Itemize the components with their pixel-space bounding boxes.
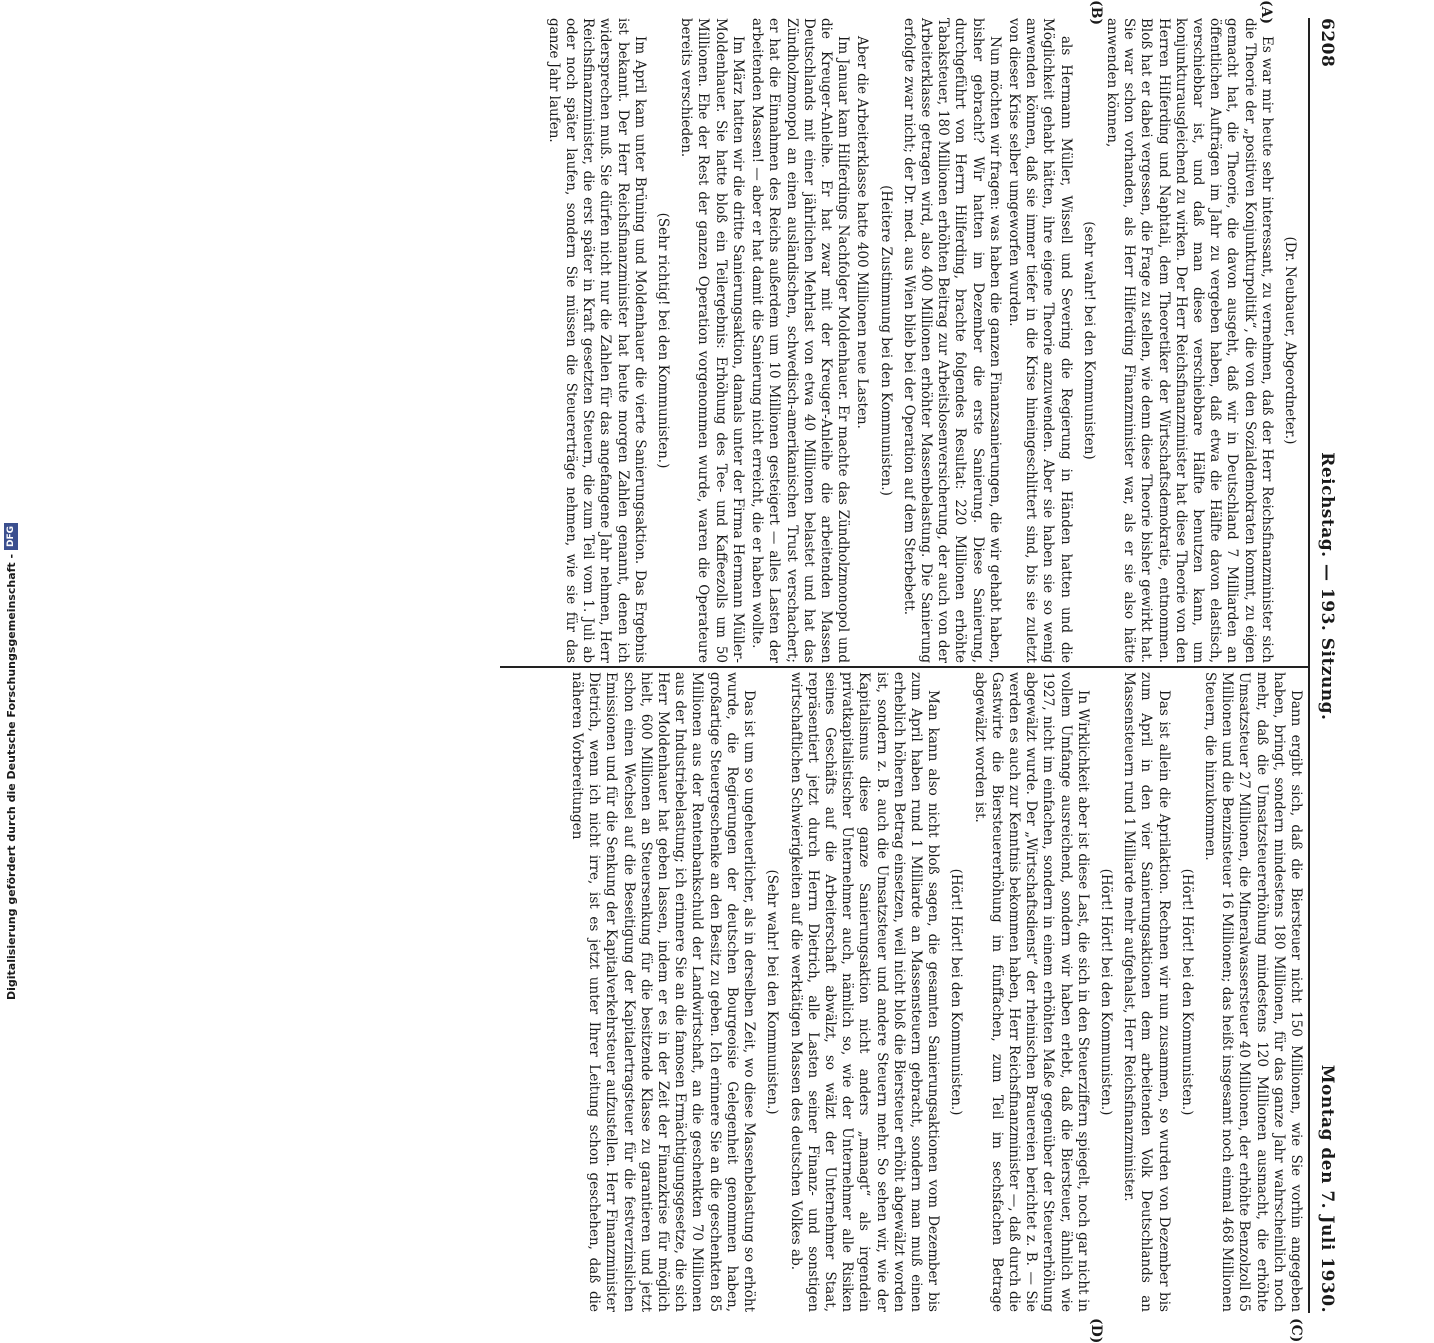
session-title: Reichstag. — 193. Sitzung.	[1317, 452, 1337, 721]
paragraph: Das ist um so ungeheuerlicher, als in derselben Zeit, wo diese Massenbelastung so erhöht wurde, die Regierungen der deutschen Bourgeoisie Gelegenheit genommen haben, großartige Steuergeschenke an den Besitz zu geben. Ich erinnere Sie an die geschenkten 85 Millionen aus der Rentenbankschuld der Landwirtschaft, an die geschenkten 70 Millionen aus der Industriebelastung; ich erinnere Sie an die famosen Ermächtigungsgesetze, die sich Herr Moldenhauer hat geben lassen, indem er es in der Zeit der Finanzkrise für möglich hielt, 600 Millionen an Steuersenkung für die besitzende Klasse zu garantieren und jetzt schon einen Wechsel auf die Beseitigung der Kapitalertragsteuer für die festverzinslichen Emissionen und für die Senkung der Kapitalverkehrsteuer aufzustellen. Herr Finanzminister Dietrich, wenn ich nicht irre, ist es jetzt unter Ihrer Leitung schon geschehen, daß die näheren Vorbereitungen	[569, 672, 758, 1312]
margin-marker-a: (A)	[1258, 0, 1274, 25]
interjection: (Hört! Hört! bei den Kommunisten.)	[1178, 868, 1195, 1116]
footer-text: Digitalisierung gefördert durch die Deutsche Forschungsgemeinschaft -	[4, 553, 18, 1000]
paragraph: Dann ergibt sich, daß die Biersteuer nicht 150 Millionen, wie Sie vorhin angegeben haben, bringt, sondern mindestens 180 Millionen, für das ganze Jahr wahrscheinlich noch mehr, daß die Umsatzsteuererhöhung mindestens 120 Millionen ausmacht, die erhöhte Umsatzsteuer 27 Millionen, die Mineralwassersteuer 40 Millionen, der erhöhte Benzolzoll 65 Millionen und die Benzinsteuer 16 Millionen; das heißt insgesamt noch einmal 468 Millionen Steuern, die hinzukommen.	[1201, 672, 1304, 1312]
right-column	[504, 672, 1304, 1312]
page-header	[1312, 18, 1342, 1313]
paragraph: Im Januar kam Hilferdings Nachfolger Moldenhauer. Er machte das Zündholzmonopol und die Kreuger-Anleihe. Er hat zwar mit der Kreuger-Anleihe die arbeitenden Massen Deutschlands mit einer jährlichen Mehrlast von etwa 40 Millionen belastet und hat das Zündholzmonopol an einen ausländischen, schwedisch-amerikanischen Trust verschachert; er hat die Einnahmen des Reichs außerdem um 10 Millionen gesteigert — alles Lasten der arbeitenden Massen! — aber er hat damit die Sanierung nicht erreicht, die er haben wollte.	[749, 18, 852, 663]
interjection: (Heitere Zustimmung bei den Kommunisten.)	[877, 185, 894, 496]
page-number: 6208	[1317, 18, 1337, 68]
paragraph: Im März hatten wir die dritte Sanierungsaktion, damals unter der Firma Hermann Müller-Moldenhauer. Sie hatte bloß ein Teilergebnis: Erhöhung des Tee- und Kaffeezolls um 50 Millionen. Ehe der Rest der ganzen Operation vorgenommen wurde, waren die Operateure bereits verschieden.	[678, 18, 746, 663]
paragraph: In Wirklichkeit aber ist diese Last, die sich in den Steuerziffern spiegelt, noch gar nicht in vollem Umfange ausreichend, sondern wir haben erlebt, daß die Biersteuer, ähnlich wie 1927, nicht im einfachen, sondern in einem erhöhten Maße gegenüber der Steuererhöhung abgewälzt wurde. Der „Wirtschaftsdienst“ der rheinischen Brauereien berichtet z. B. — Sie werden es auch zur Kenntnis bekommen haben, Herr Reichsfinanzminister —, daß durch die Gastwirte die Biersteuererhöhung im fünffachen, zum Teil im sechsfachen Betrage abgewälzt worden ist.	[971, 672, 1091, 1312]
paragraph: Es war mir heute sehr interessant, zu vernehmen, daß der Herr Reichsfinanzminister sich die Theorie der „positiven Konjunkturpolitik“, die von den Sozialdemokraten kommt, zu eigen gemacht hat, die Theorie, die davon ausgeht, daß wir in Deutschland 7 Milliarden an öffentlichen Aufträgen im Jahr zu vergeben haben, daß etwa die Hälfte davon elastisch, verschiebbar ist, und daß man diese verschiebbare Hälfte benutzen kann, um konjunkturausgleichend zu wirken. Der Herr Reichsfinanzminister hat diese Theorie von den Herren Hilferding und Naphtali, dem Theoretiker der Wirtschaftsdemokratie, entnommen. Bloß hat er dabei vergessen, die Frage zu stellen, wie denn diese Theorie bisher gewirkt hat. Sie war schon vorhanden, als Herr Hilferding Finanzminister war, als er sie also hätte anwenden können,	[1103, 18, 1275, 663]
interjection: (sehr wahr! bei den Kommunisten)	[1080, 221, 1097, 460]
paragraph: (Dr. Neubauer, Abgeordneter.)	[1282, 236, 1298, 445]
left-column	[504, 18, 1304, 663]
dfg-logo: DFG	[4, 523, 18, 550]
column-divider	[500, 666, 1310, 668]
session-date: Montag den 7. Juli 1930.	[1317, 1064, 1337, 1313]
paragraph: Nun möchten wir fragen: was haben die ganzen Finanzsanierungen, die wir gehabt haben, bisher gebracht? Wir hatten im Dezember die erste Sanierung. Diese Sanierung, durchgeführt von Herrn Hilferding, brachte folgendes Resultat: 220 Millionen erhöhte Tabaksteuer, 180 Millionen erhöhten Beitrag zur Arbeitslosenversicherung, der auch von der Arbeiterklasse getragen wird, also 400 Millionen erhöhter Massenbelastung. Die Sanierung erfolgte zwar nicht; der Dr. med. aus Wien blieb bei der Operation auf dem Sterbebett.	[900, 18, 1003, 663]
margin-marker-d: (D)	[1088, 1318, 1104, 1343]
footer-strip	[4, 0, 26, 1000]
paragraph: als Hermann Müller, Wissell und Severing die Regierung in Händen hatten und die Möglichkeit gehabt hätten, ihre eigene Theorie anzuwenden. Aber sie haben sie so wenig anwenden können, daß sie immer tiefer in die Krise hineingeschlittert sind, bis sie zuletzt von dieser Krise selber umgeworfen wurden.	[1005, 18, 1074, 663]
interjection: (Sehr richtig! bei den Kommunisten.)	[655, 212, 672, 469]
interjection: (Hört! Hört! bei den Kommunisten.)	[1097, 868, 1114, 1116]
paragraph: Im April kam unter Brüning und Moldenhauer die vierte Sanierungsaktion. Das Ergebnis ist bekannt. Der Herr Reichsfinanzminister hat heute morgen Zahlen genannt, denen ich widersprechen muß. Sie dürfen nicht nur die Zahlen für das angefangene Jahr nehmen, Herr Reichsfinanzminister, die erst später in Kraft gesetzten Steuern, die zum Teil vom 1. Juli ab oder noch später laufen, sondern Sie müssen die Steuererträge nehmen, wie sie für das ganze Jahr laufen.	[545, 18, 648, 663]
paragraph: Das ist allein die Aprilaktion. Rechnen wir nun zusammen, so wurden von Dezember bis zum April in den vier Sanierungsaktionen dem arbeitenden Volk Deutschlands an Massensteuern rund 1 Milliarde mehr aufgehalst, Herr Reichsfinanzminister.	[1121, 672, 1172, 1312]
paragraph: Aber die Arbeiterklasse hatte 400 Millionen neue Lasten.	[854, 36, 871, 429]
margin-marker-c: (C)	[1288, 1318, 1304, 1343]
interjection: (Sehr wahr! bei den Kommunisten.)	[764, 869, 781, 1115]
interjection: (Hört! Hört! bei den Kommunisten.)	[948, 868, 965, 1116]
paragraph: Man kann also nicht bloß sagen, die gesamten Sanierungsaktionen vom Dezember bis zum April haben rund 1 Milliarde an Massensteuern gebracht, sondern man muß einen erheblich höheren Betrag einsetzen, weil nicht bloß die Biersteuer erhöht abgewälzt worden ist, sondern z. B. auch die Umsatzsteuer und andere Steuern mehr. So sehen wir, wie der Kapitalismus diese ganze Sanierungsaktion nicht anders „managt“ als irgendein privatkapitalistischer Unternehmer auch, nämlich so, wie der Unternehmer alle Risiken seines Geschäfts auf die Arbeiterschaft abwälzt, so wälzt der Unternehmer Staat, repräsentiert jetzt durch Herrn Dietrich, alle Lasten seiner Finanz- und sonstigen wirtschaftlichen Schwierigkeiten auf die werktätigen Massen des deutschen Volkes ab.	[787, 672, 942, 1312]
margin-marker-b: (B)	[1088, 0, 1104, 26]
